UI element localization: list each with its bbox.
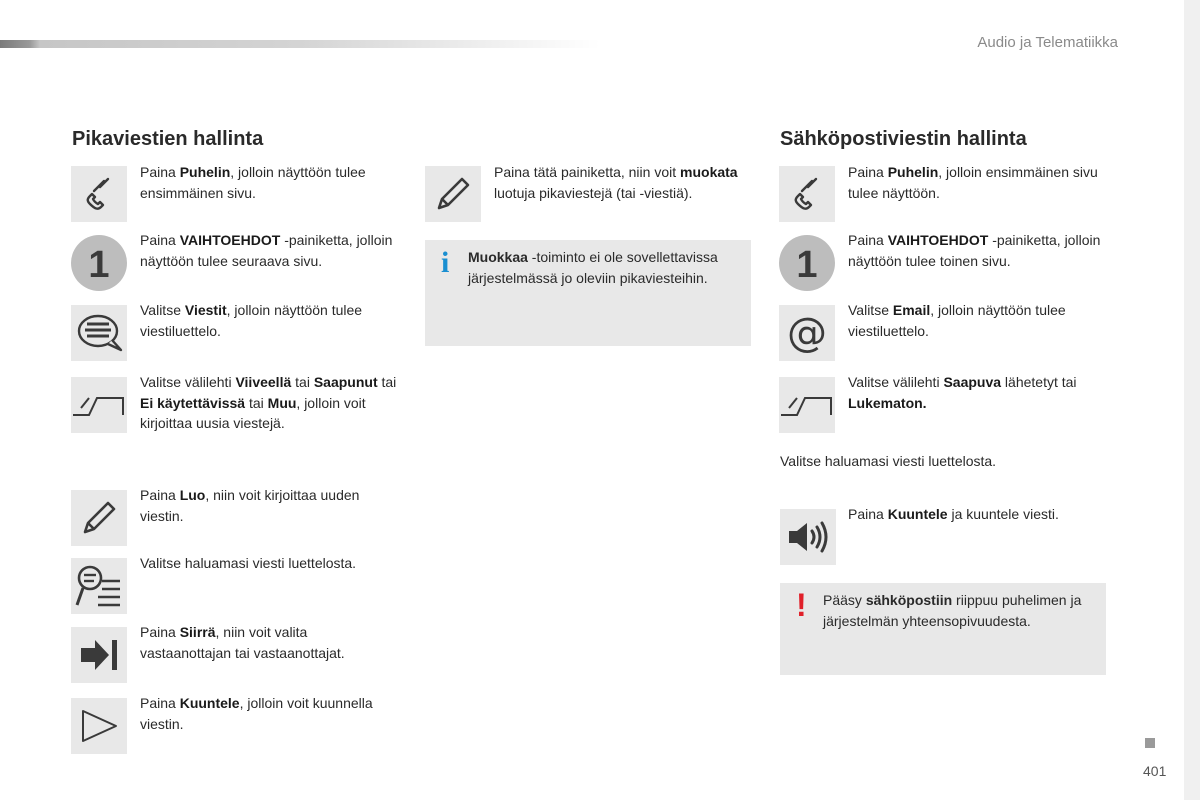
number-one-glyph: 1	[796, 244, 818, 286]
speech-bubble-icon	[71, 305, 127, 361]
text-run: Paina	[140, 695, 180, 711]
text-run: lähetetyt tai	[1001, 374, 1077, 390]
warning-note-text	[823, 590, 1098, 631]
bold-term: Kuuntele	[887, 506, 948, 522]
bold-term: Ei käytettävissä	[140, 394, 246, 411]
text-run: Paina	[848, 232, 888, 248]
text-run: -painiketta, jolloin näyttöön tulee toinen sivu.	[848, 232, 1101, 269]
text-run: luotuja pikaviestejä (tai -viestiä).	[494, 184, 693, 201]
right-listen-text	[848, 504, 1113, 525]
left-step-6-text	[140, 553, 415, 574]
pencil-icon	[425, 166, 481, 222]
list-search-icon	[71, 558, 127, 614]
text-run: Paina	[140, 232, 180, 248]
text-run: , niin voit kirjoittaa uuden viestin.	[140, 487, 360, 524]
number-one-icon	[779, 235, 835, 291]
left-step-3-text	[140, 300, 415, 341]
right-plain-text: Valitse haluamasi viesti luettelosta.	[780, 453, 997, 469]
text-run: Pääsy	[823, 592, 866, 608]
text-run: -toiminto ei ole sovellettavissa järjestelmässä jo oleviin pikaviesteihin.	[468, 249, 718, 286]
text-run: Paina	[848, 506, 888, 522]
right-step-3-text	[848, 300, 1113, 341]
at-sign-glyph: @	[787, 310, 827, 356]
bold-term: sähköpostiin	[865, 592, 953, 608]
bold-term: Viestit	[184, 302, 227, 318]
text-run: Paina tätä painiketta, niin voit	[494, 164, 681, 180]
text-run: , jolloin näyttöön tulee viestiluettelo.	[140, 302, 363, 339]
page-edge-strip	[1184, 0, 1200, 800]
left-step-5-text	[140, 485, 400, 526]
page-marker	[1145, 738, 1155, 748]
play-triangle-icon	[71, 698, 127, 754]
middle-step-text	[494, 162, 759, 203]
warning-note	[780, 583, 1106, 675]
bold-term: VAIHTOEHDOT	[887, 232, 989, 248]
text-run: Valitse	[140, 302, 185, 318]
text-run: Valitse välilehti	[140, 374, 236, 390]
header-gradient-bar	[0, 40, 600, 48]
text-run: riippuu puhelimen ja järjestelmän yhteensopivuudesta.	[823, 592, 1082, 629]
bold-term: Viiveellä	[235, 374, 292, 390]
info-note-text	[468, 247, 743, 288]
text-run: , jolloin ensimmäinen sivu tulee näyttöön.	[848, 164, 1098, 201]
section-title: Audio ja Telematiikka	[977, 34, 1118, 51]
text-run: tai	[377, 374, 397, 390]
bold-term: Muu	[267, 394, 297, 411]
tab-icon	[71, 377, 127, 433]
left-step-4-text	[140, 372, 400, 434]
text-run: Valitse haluamasi viesti luettelosta.	[140, 555, 357, 571]
left-step-8-text	[140, 693, 410, 734]
pencil-icon	[71, 490, 127, 546]
text-run: tai	[245, 394, 268, 411]
bold-term: Luo	[179, 487, 206, 503]
phone-handset-icon	[71, 166, 127, 222]
text-run: Valitse	[848, 302, 893, 318]
text-run: ja kuuntele viesti.	[947, 506, 1059, 522]
bold-term: Puhelin	[179, 164, 231, 180]
right-step-4-text	[848, 372, 1113, 413]
right-step-1-text	[848, 162, 1113, 203]
phone-handset-icon	[779, 166, 835, 222]
page-number: 401	[1143, 763, 1167, 779]
warning-icon: !	[796, 587, 807, 623]
info-note	[425, 240, 751, 346]
bold-term: Lukematon.	[848, 394, 927, 411]
at-sign-icon	[779, 305, 835, 361]
speaker-icon	[780, 509, 836, 565]
text-run: , jolloin näyttöön tulee ensimmäinen sivu.	[140, 164, 366, 201]
right-step-2-text	[848, 230, 1113, 271]
info-icon: i	[441, 246, 450, 279]
left-heading: Pikaviestien hallinta	[72, 128, 264, 150]
bold-term: VAIHTOEHDOT	[179, 232, 281, 248]
text-run: , jolloin voit kuunnella viestin.	[140, 695, 373, 732]
bold-term: Puhelin	[887, 164, 939, 180]
tab-icon	[779, 377, 835, 433]
forward-arrow-icon	[71, 627, 127, 683]
bold-term: muokata	[680, 164, 738, 180]
number-one-glyph: 1	[88, 244, 110, 286]
text-run: , niin voit valita vastaanottajan tai vastaanottajat.	[140, 624, 345, 661]
text-run: , jolloin näyttöön tulee viestiluettelo.	[848, 302, 1066, 339]
text-run: Paina	[140, 487, 180, 503]
left-step-1-text	[140, 162, 415, 203]
bold-term: Muokkaa	[468, 249, 528, 265]
text-run: Paina	[848, 164, 888, 180]
bold-term: Siirrä	[179, 624, 216, 640]
text-run: Paina	[140, 624, 180, 640]
text-run: Paina	[140, 164, 180, 180]
bold-term: Kuuntele	[179, 695, 240, 711]
left-step-2-text	[140, 230, 415, 271]
bold-term: Saapuva	[943, 374, 1002, 390]
text-run: , jolloin voit kirjoittaa uusia viestejä.	[140, 394, 366, 431]
right-heading: Sähköpostiviestin hallinta	[780, 128, 1027, 150]
number-one-icon	[71, 235, 127, 291]
text-run: Valitse välilehti	[848, 374, 944, 390]
bold-term: Saapunut	[313, 374, 378, 390]
bold-term: Email	[892, 302, 931, 318]
left-step-7-text	[140, 622, 400, 663]
text-run: tai	[291, 374, 314, 390]
text-run: -painiketta, jolloin näyttöön tulee seuraava sivu.	[140, 232, 393, 269]
